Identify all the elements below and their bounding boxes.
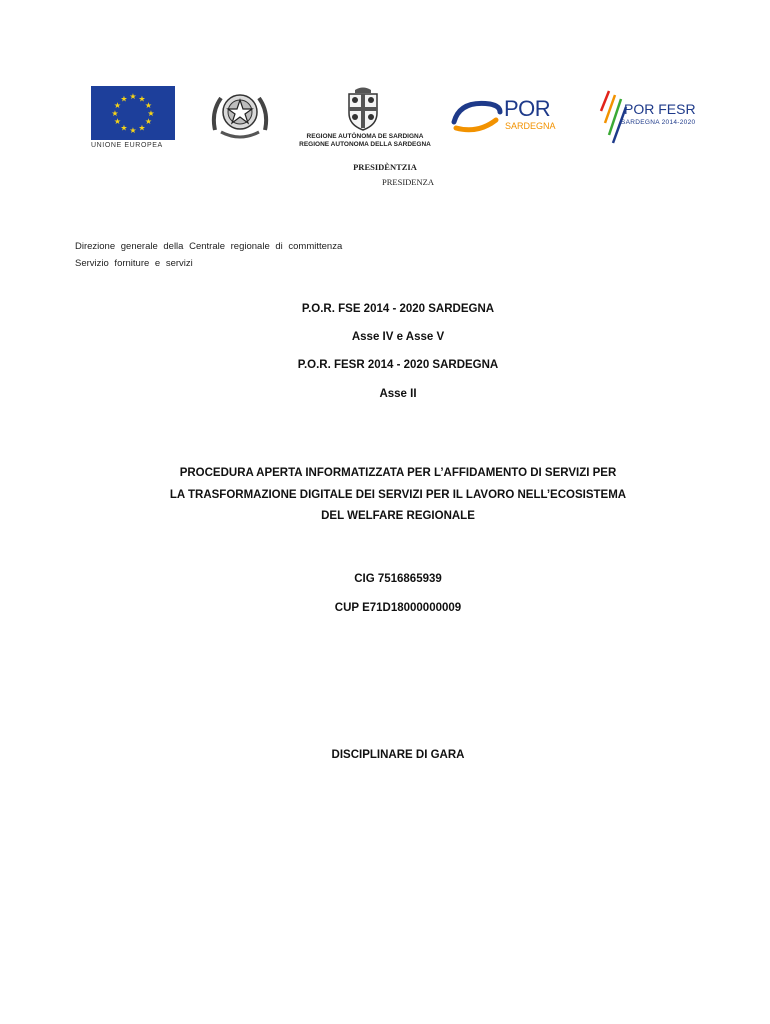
por-fesr-logo [598,89,696,145]
region-name-sardinian: REGIONE AUTÒNOMA DE SARDIGNA [306,133,424,140]
por-fesr-logo-sub: SARDEGNA 2014-2020 [621,119,696,126]
svg-text:★: ★ [138,94,146,104]
procedure-title-line1: PROCEDURA APERTA INFORMATIZZATA PER L’AFFIDAMENTO DI SERVIZI PER [179,467,617,479]
procedure-title-line3: DEL WELFARE REGIONALE [321,510,475,522]
programme-fse-axes: Asse IV e Asse V [351,331,445,343]
svg-text:★: ★ [129,126,137,135]
eu-stars-icon [91,86,175,140]
por-fesr-logo-text: POR FESR [624,101,696,117]
region-name-italian: REGIONE AUTONOMA DELLA SARDEGNA [299,141,431,148]
presidency-italian: PRESIDENZA [382,177,434,187]
cig-code: CIG 7516865939 [354,573,442,585]
italian-republic-emblem-icon [207,86,273,142]
por-logo-sub: SARDEGNA [505,121,556,131]
svg-text:★: ★ [111,109,119,118]
svg-text:★: ★ [144,117,153,126]
svg-text:★: ★ [147,109,155,118]
por-fesr-stripes-icon [598,89,628,145]
svg-text:★: ★ [129,92,137,101]
svg-text:★: ★ [120,94,128,104]
programme-fse: P.O.R. FSE 2014 - 2020 SARDEGNA [301,303,495,315]
cup-code: CUP E71D18000000009 [334,602,462,614]
region-name [290,133,440,149]
office-service: Servizio forniture e servizi [75,258,193,269]
por-logo-text: POR [504,96,551,121]
office-directorate: Direzione generale della Centrale regionale di committenza [75,241,343,252]
programme-fesr-axes: Asse II [379,388,417,400]
presidency-sardinian: PRESIDÈNTZIA [353,162,417,172]
eu-caption: UNIONE EUROPEA [91,142,163,149]
procedure-title-line2: LA TRASFORMAZIONE DIGITALE DEI SERVIZI PER IL LAVORO NELL’ECOSISTEMA [169,489,627,501]
svg-text:★: ★ [113,117,122,126]
svg-text:★: ★ [138,123,146,133]
svg-text:★: ★ [120,123,128,133]
svg-text:★: ★ [144,101,153,110]
eu-flag-logo [91,86,175,140]
programme-fesr: P.O.R. FESR 2014 - 2020 SARDEGNA [297,359,499,371]
svg-text:★: ★ [113,101,122,110]
document-title: DISCIPLINARE DI GARA [331,749,465,761]
por-sardegna-logo [450,94,556,138]
sardinia-four-moors-crest-icon [343,85,383,131]
